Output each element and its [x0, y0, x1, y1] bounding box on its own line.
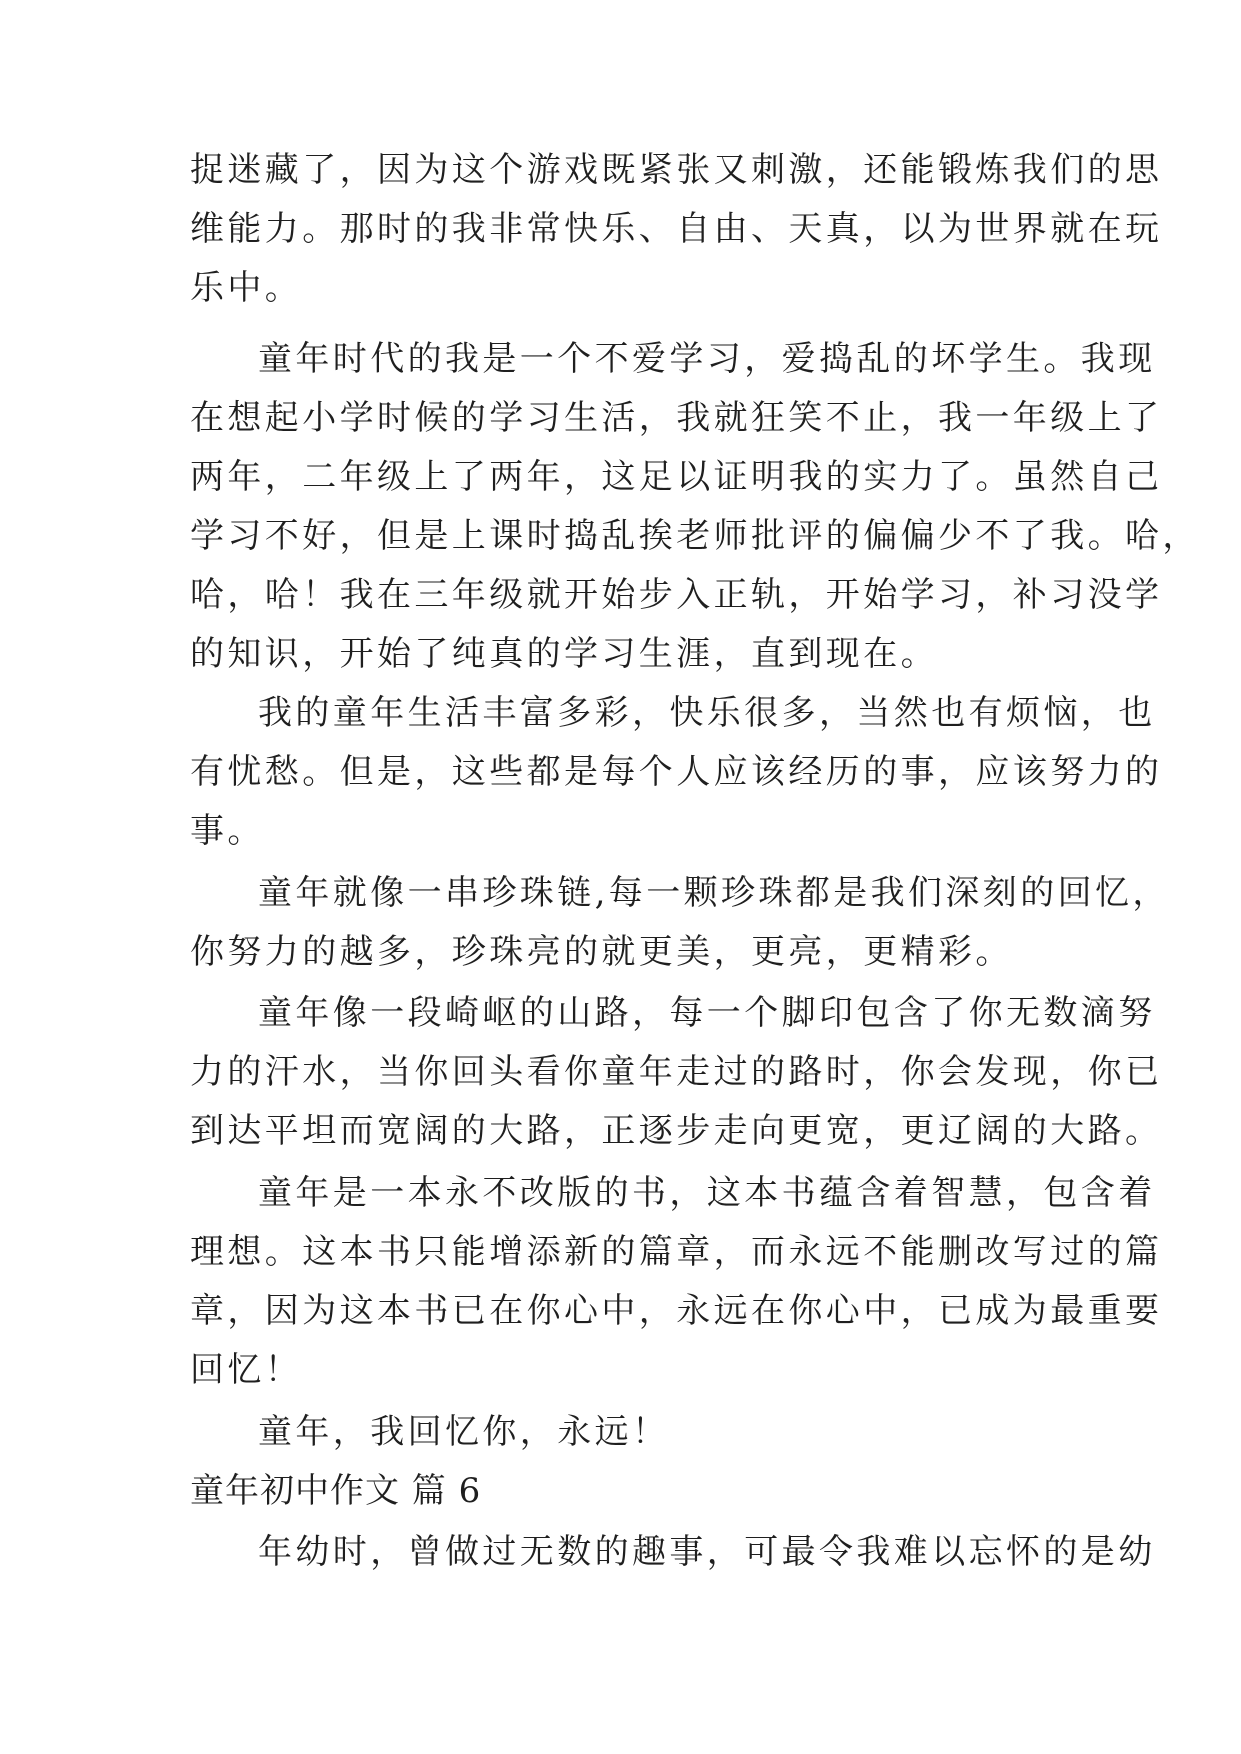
text-line: 的知识，开始了纯真的学习生涯，直到现在。	[190, 634, 938, 674]
text-line: 你努力的越多，珍珠亮的就更美，更亮，更精彩。	[190, 932, 1013, 972]
paragraph-first-line: 我的童年生活丰富多彩，快乐很多，当然也有烦恼，也	[258, 693, 1156, 733]
paragraph-first-line: 童年是一本永不改版的书，这本书蕴含着智慧，包含着	[258, 1173, 1156, 1213]
text-line: 理想。这本书只能增添新的篇章，而永远不能删改写过的篇	[190, 1232, 1163, 1272]
text-line: 在想起小学时候的学习生活，我就狂笑不止，我一年级上了	[190, 398, 1163, 438]
paragraph-first-line: 童年，我回忆你，永远！	[258, 1412, 670, 1452]
section-heading: 童年初中作文 篇 6	[190, 1471, 482, 1511]
text-line: 力的汗水，当你回头看你童年走过的路时，你会发现，你已	[190, 1052, 1163, 1092]
text-line: 章，因为这本书已在你心中，永远在你心中，已成为最重要	[190, 1291, 1163, 1331]
text-line: 乐中。	[190, 268, 303, 308]
text-line: 学习不好，但是上课时捣乱挨老师批评的偏偏少不了我。哈，	[190, 516, 1200, 556]
text-line: 两年，二年级上了两年，这足以证明我的实力了。虽然自己	[190, 457, 1163, 497]
text-line: 到达平坦而宽阔的大路，正逐步走向更宽，更辽阔的大路。	[190, 1111, 1163, 1151]
text-line: 维能力。那时的我非常快乐、自由、天真，以为世界就在玩	[190, 209, 1163, 249]
text-line: 回忆！	[190, 1350, 303, 1390]
paragraph-first-line: 年幼时，曾做过无数的趣事，可最令我难以忘怀的是幼	[258, 1532, 1156, 1572]
paragraph-first-line: 童年时代的我是一个不爱学习，爱捣乱的坏学生。我现	[258, 339, 1156, 379]
text-line: 捉迷藏了，因为这个游戏既紧张又刺激，还能锻炼我们的思	[190, 150, 1163, 190]
text-line: 事。	[190, 811, 265, 851]
text-line: 有忧愁。但是，这些都是每个人应该经历的事，应该努力的	[190, 752, 1163, 792]
paragraph-first-line: 童年就像一串珍珠链,每一颗珍珠都是我们深刻的回忆，	[258, 873, 1170, 913]
paragraph-first-line: 童年像一段崎岖的山路，每一个脚印包含了你无数滴努	[258, 993, 1156, 1033]
text-line: 哈，哈！我在三年级就开始步入正轨，开始学习，补习没学	[190, 575, 1163, 615]
